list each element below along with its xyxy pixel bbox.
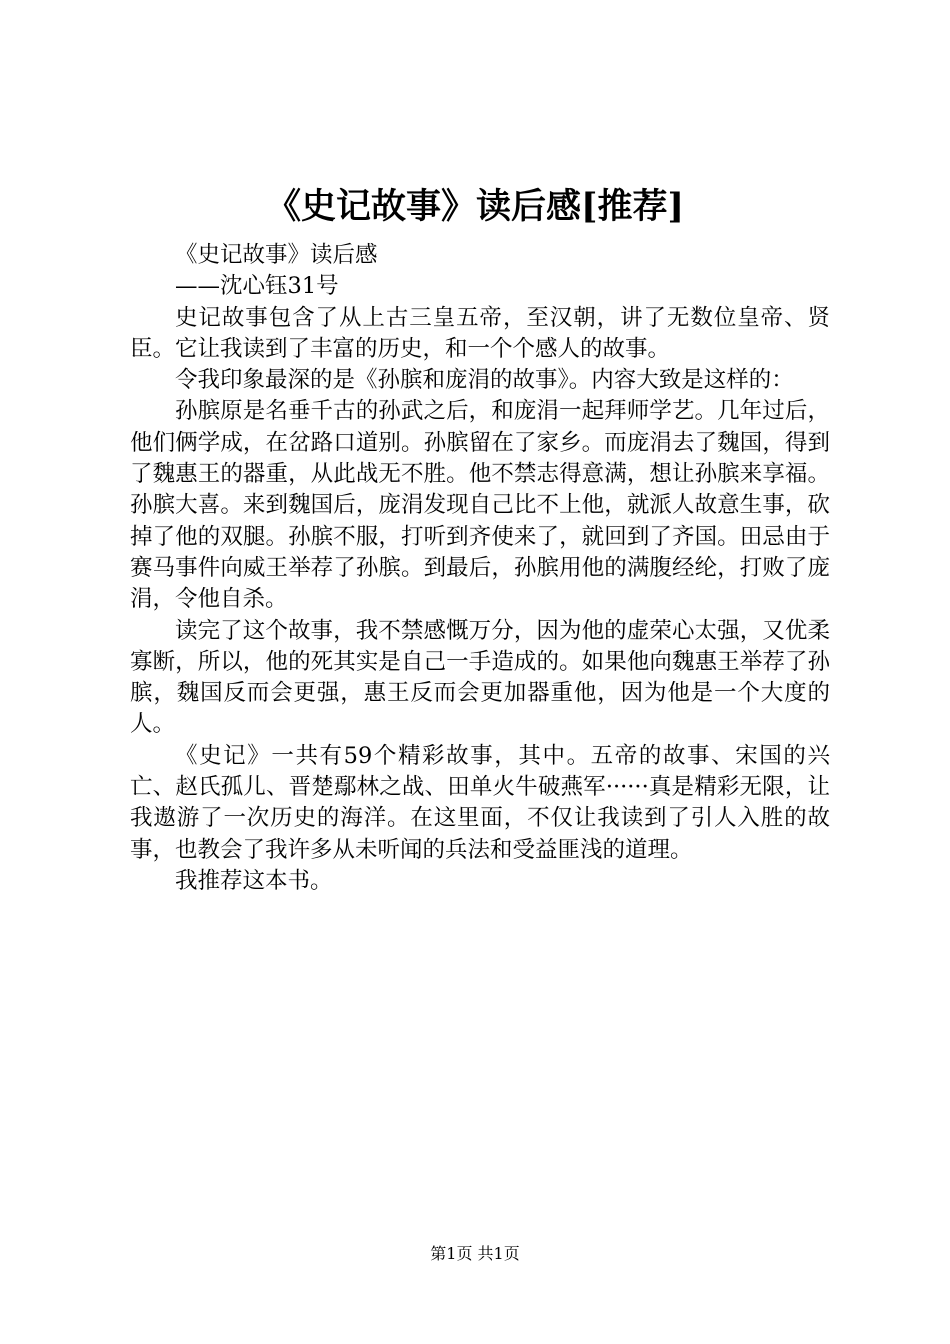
page-number-footer: 第1页 共1页 — [430, 1244, 520, 1263]
paragraph-impression: 令我印象最深的是《孙膑和庞涓的故事》。内容大致是这样的： — [175, 367, 794, 394]
paragraph-story: 孙膑原是名垂千古的孙武之后，和庞涓一起拜师学艺。几年过后，他们俩学成，在岔路口道别。孙膑留在了家乡。而庞涓去了魏国，得到了魏惠王的器重，从此战无不胜。他不禁志得意满，想让孙膑来享福。孙膑大喜。来到魏国后，庞涓发现自己比不上他，就派人故意生事，砍掉了他的双腿。孙膑不服，打听到齐使来了，就回到了齐国。田忌由于赛马事件向威王举荐了孙膑。到最后，孙膑用他的满腹经纶，打败了庞涓，令他自杀。 — [130, 398, 830, 613]
document-body — [130, 240, 830, 897]
paragraph-intro: 史记故事包含了从上古三皇五帝，至汉朝，讲了无数位皇帝、贤臣。它让我读到了丰富的历史，和一个个感人的故事。 — [130, 304, 830, 362]
paragraph-summary: 《史记》一共有59个精彩故事，其中。五帝的故事、宋国的兴亡、赵氏孤儿、晋楚鄢林之战、田单火牛破燕军······真是精彩无限，让我遨游了一次历史的海洋。在这里面，不仅让我读到了引人入胜的故事，也教会了我许多从未听闻的兵法和受益匪浅的道理。 — [130, 742, 830, 863]
paragraph-recommendation: 我推荐这本书。 — [175, 867, 333, 894]
document-title: 《史记故事》读后感[推荐] — [265, 186, 685, 227]
paragraph-subtitle: 《史记故事》读后感 — [175, 242, 378, 268]
paragraph-author: ——沈心钰31号 — [175, 273, 339, 300]
paragraph-reflection: 读完了这个故事，我不禁感慨万分，因为他的虚荣心太强，又优柔寡断，所以，他的死其实是自己一手造成的。如果他向魏惠王举荐了孙膑，魏国反而会更强，惠王反而会更加器重他，因为他是一个大度的人。 — [130, 617, 830, 738]
